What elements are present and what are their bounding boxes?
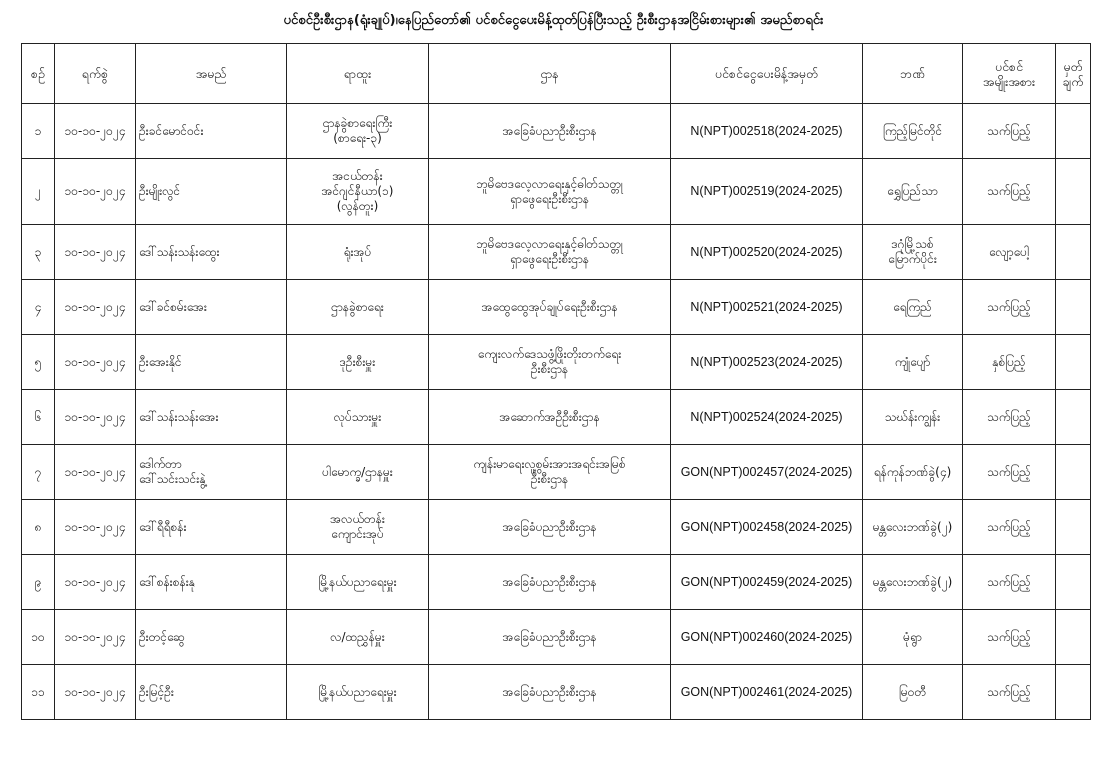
cell-order-no: GON(NPT)002457(2024-2025): [671, 445, 863, 500]
cell-pension-type: သက်ပြည့်: [963, 665, 1056, 720]
table-row: [22, 445, 1091, 500]
cell-bank: [863, 225, 963, 280]
cell-order-no: N(NPT)002521(2024-2025): [671, 280, 863, 335]
cell-bank: [863, 104, 963, 159]
header-department: ဌာန: [429, 44, 671, 104]
cell-pension-type: သက်ပြည့်: [963, 610, 1056, 665]
cell-line: မန္တလေးဘဏ်ခွဲ(၂): [872, 519, 953, 534]
cell-line: ဒေါ်သန်းသန်းအေး: [139, 409, 219, 424]
cell-order-no: N(NPT)002519(2024-2025): [671, 159, 863, 225]
cell-position: [287, 104, 429, 159]
cell-pension-type: လျော့ပေါ့: [963, 225, 1056, 280]
cell-date: ၁၀-၁၀-၂၀၂၄: [55, 610, 136, 665]
table-row: [22, 665, 1091, 720]
cell-date: ၁၀-၁၀-၂၀၂၄: [55, 225, 136, 280]
cell-department: [429, 280, 671, 335]
cell-line: ပင်စင်: [994, 58, 1024, 74]
cell-bank: [863, 665, 963, 720]
cell-line: ဌာနခွဲစာရေးကြီး: [322, 116, 393, 130]
cell-line: ကျုံပျော်: [894, 354, 931, 369]
cell-line: ဘူမိဗေဒလေ့လာရေးနှင့်ဓါတ်သတ္တု: [476, 176, 623, 191]
cell-no: ၄: [22, 280, 55, 335]
cell-line: အခြေခံပညာဦးစီးဌာန: [502, 123, 597, 138]
cell-line: ဒေါက်တာ: [139, 457, 182, 471]
cell-pension-type: နှစ်ပြည့်: [963, 335, 1056, 390]
cell-pension-type: သက်ပြည့်: [963, 159, 1056, 225]
cell-line: (လွန်တူး): [336, 199, 379, 213]
cell-line: မြို့နယ်ပညာရေးမှူး: [318, 684, 397, 699]
cell-pension-type: သက်ပြည့်: [963, 555, 1056, 610]
header-position: ရာထူး: [287, 44, 429, 104]
header-bank: ဘဏ်: [863, 44, 963, 104]
cell-pension-type: သက်ပြည့်: [963, 445, 1056, 500]
cell-line: ဌာနခွဲစာရေး: [331, 299, 384, 314]
cell-line: ဦးစီးဌာန: [530, 362, 569, 376]
cell-remark: [1056, 159, 1091, 225]
cell-order-no: N(NPT)002524(2024-2025): [671, 390, 863, 445]
cell-line: (စာရေး-၃): [333, 131, 382, 145]
cell-line: ရှာဖွေရေးဦးစီးဌာန: [510, 191, 589, 206]
header-pension-type: [963, 44, 1056, 104]
document-title: ပင်စင်ဦးစီးဌာန(ရုံးချုပ်)၊နေပြည်တော်၏ ပင်စင်ငွေပေးမိန့်ထုတ်ပြန်ပြီးသည့် ဦးစီးဌာနအငြိမ်းစားများ၏ အမည်စာရင်း: [283, 13, 824, 28]
cell-remark: [1056, 555, 1091, 610]
cell-date: ၁၀-၁၀-၂၀၂၄: [55, 555, 136, 610]
cell-remark: [1056, 225, 1091, 280]
cell-line: ဒေါ်သင်းသင်းနွဲ့: [139, 472, 206, 486]
cell-no: ၃: [22, 225, 55, 280]
table-body: [22, 104, 1091, 720]
cell-order-no: N(NPT)002518(2024-2025): [671, 104, 863, 159]
cell-remark: [1056, 445, 1091, 500]
cell-line: မန္တလေးဘဏ်ခွဲ(၂): [872, 574, 953, 589]
cell-line: ရုံးအုပ်: [343, 244, 372, 259]
cell-line: ဦးမျိုးလွင်: [139, 184, 181, 198]
cell-line: ကျန်းမာရေးလူ့စွမ်းအားအရင်းအမြစ်: [473, 457, 626, 471]
cell-line: အခြေခံပညာဦးစီးဌာန: [502, 519, 597, 534]
cell-line: လ/ထညွှန်မှူး: [330, 629, 385, 644]
cell-department: [429, 500, 671, 555]
cell-no: ၇: [22, 445, 55, 500]
cell-remark: [1056, 610, 1091, 665]
cell-name: [136, 390, 287, 445]
cell-no: ၆: [22, 390, 55, 445]
cell-name: [136, 445, 287, 500]
cell-position: [287, 335, 429, 390]
cell-no: ၁၁: [22, 665, 55, 720]
cell-line: ရွှေပြည်သာ: [887, 184, 938, 198]
cell-line: ကျေးလက်ဒေသဖွံ့ဖြိုးတိုးတက်ရေး: [477, 347, 622, 361]
cell-line: ကျောင်းအုပ်: [331, 527, 384, 541]
cell-department: [429, 445, 671, 500]
cell-line: ဘူမိဗေဒလေ့လာရေးနှင့်ဓါတ်သတ္တု: [476, 237, 623, 251]
cell-date: ၁၀-၁၀-၂၀၂၄: [55, 445, 136, 500]
cell-line: အငယ်တန်း: [332, 169, 383, 183]
cell-name: [136, 159, 287, 225]
cell-order-no: GON(NPT)002460(2024-2025): [671, 610, 863, 665]
cell-name: [136, 225, 287, 280]
cell-line: အင်ဂျင်နီယာ(၁): [321, 184, 394, 198]
cell-date: ၁၀-၁၀-၂၀၂၄: [55, 665, 136, 720]
cell-remark: [1056, 104, 1091, 159]
cell-bank: [863, 390, 963, 445]
cell-line: အဆောက်အဦဦးစီးဌာန: [499, 409, 600, 424]
cell-name: [136, 610, 287, 665]
cell-line: မုံရွာ: [903, 629, 922, 644]
header-date: ရက်စွဲ: [55, 44, 136, 104]
pensioner-table: [21, 43, 1091, 720]
table-row: [22, 280, 1091, 335]
cell-no: ၈: [22, 500, 55, 555]
cell-remark: [1056, 280, 1091, 335]
cell-no: ၅: [22, 335, 55, 390]
cell-line: ဦးမြင့်ဦး: [139, 684, 174, 699]
cell-department: [429, 225, 671, 280]
cell-position: [287, 390, 429, 445]
cell-order-no: N(NPT)002523(2024-2025): [671, 335, 863, 390]
cell-line: ကြည့်မြင်တိုင်: [882, 123, 943, 138]
cell-line: ဒေါ်သန်းသန်းထွေး: [139, 244, 220, 259]
cell-line: မြဝတီ: [898, 684, 927, 699]
cell-remark: [1056, 335, 1091, 390]
cell-pension-type: သက်ပြည့်: [963, 280, 1056, 335]
cell-line: ဒေါ်စန်းစန်းနု: [139, 574, 195, 589]
cell-position: [287, 610, 429, 665]
cell-line: ရန်ကုန်ဘဏ်ခွဲ(၄): [873, 464, 952, 479]
cell-line: ဦးတင့်ဆွေ: [139, 629, 185, 644]
cell-order-no: N(NPT)002520(2024-2025): [671, 225, 863, 280]
cell-line: သဃ်န်းကျွန်း: [884, 409, 941, 424]
table-row: [22, 610, 1091, 665]
cell-line: လုပ်သားမှူး: [333, 409, 382, 424]
cell-bank: [863, 280, 963, 335]
cell-position: [287, 665, 429, 720]
cell-name: [136, 500, 287, 555]
table-row: [22, 335, 1091, 390]
cell-pension-type: သက်ပြည့်: [963, 390, 1056, 445]
cell-department: [429, 335, 671, 390]
header-name: အမည်: [136, 44, 287, 104]
cell-name: [136, 335, 287, 390]
cell-date: ၁၀-၁၀-၂၀၂၄: [55, 390, 136, 445]
cell-line: အထွေထွေအုပ်ချုပ်ရေးဦးစီးဌာန: [481, 299, 618, 314]
cell-department: [429, 555, 671, 610]
cell-department: [429, 610, 671, 665]
cell-line: ရေကြည်: [893, 299, 932, 314]
cell-remark: [1056, 500, 1091, 555]
header-no: စဉ်: [22, 44, 55, 104]
cell-department: [429, 390, 671, 445]
cell-date: ၁၀-၁၀-၂၀၂၄: [55, 335, 136, 390]
cell-order-no: GON(NPT)002459(2024-2025): [671, 555, 863, 610]
header-order-no: ပင်စင်ငွေပေးမိန့်အမှတ်: [671, 44, 863, 104]
cell-pension-type: သက်ပြည့်: [963, 500, 1056, 555]
cell-line: မြို့နယ်ပညာရေးမှူး: [318, 574, 397, 589]
cell-bank: [863, 555, 963, 610]
cell-line: အခြေခံပညာဦးစီးဌာန: [502, 629, 597, 644]
cell-line: ဒဂုံမြို့သစ်: [891, 237, 934, 251]
cell-line: ပါမောက္ခ/ဌာနမှူး: [322, 464, 393, 479]
cell-line: အလယ်တန်း: [330, 512, 385, 526]
cell-bank: [863, 610, 963, 665]
cell-name: [136, 555, 287, 610]
header-row: [22, 44, 1091, 104]
cell-date: ၁၀-၁၀-၂၀၂၄: [55, 500, 136, 555]
cell-position: [287, 225, 429, 280]
cell-line: မြောက်ပိုင်း: [888, 252, 937, 266]
cell-department: [429, 159, 671, 225]
cell-name: [136, 280, 287, 335]
cell-position: [287, 280, 429, 335]
cell-line: မှတ်: [1063, 58, 1083, 74]
cell-department: [429, 104, 671, 159]
cell-position: [287, 555, 429, 610]
cell-date: ၁၀-၁၀-၂၀၂၄: [55, 159, 136, 225]
cell-order-no: GON(NPT)002458(2024-2025): [671, 500, 863, 555]
cell-bank: [863, 445, 963, 500]
cell-position: [287, 500, 429, 555]
table-row: [22, 159, 1091, 225]
cell-order-no: GON(NPT)002461(2024-2025): [671, 665, 863, 720]
cell-date: ၁၀-၁၀-၂၀၂၄: [55, 280, 136, 335]
cell-no: ၁၀: [22, 610, 55, 665]
cell-name: [136, 104, 287, 159]
cell-department: [429, 665, 671, 720]
cell-line: ရှာဖွေရေးဦးစီးဌာန: [510, 252, 589, 266]
cell-line: အခြေခံပညာဦးစီးဌာန: [502, 574, 597, 589]
cell-name: [136, 665, 287, 720]
cell-bank: [863, 159, 963, 225]
table-row: [22, 390, 1091, 445]
header-remark: [1056, 44, 1091, 104]
cell-pension-type: သက်ပြည့်: [963, 104, 1056, 159]
cell-line: ဦးစီးဌာန: [530, 472, 569, 486]
cell-no: ၁: [22, 104, 55, 159]
cell-remark: [1056, 665, 1091, 720]
cell-line: အမျိုးအစား: [982, 73, 1036, 89]
cell-line: ဒုဦးစီးမှူး: [339, 354, 376, 369]
cell-no: ၉: [22, 555, 55, 610]
cell-position: [287, 445, 429, 500]
cell-line: ဦးအေးနိုင်: [139, 354, 182, 369]
cell-no: ၂: [22, 159, 55, 225]
cell-line: ဒေါ်ရီရီစန်း: [139, 519, 187, 534]
cell-bank: [863, 500, 963, 555]
cell-remark: [1056, 390, 1091, 445]
table-row: [22, 555, 1091, 610]
cell-line: ဒေါ်ခင်စမ်းအေး: [139, 299, 207, 314]
table-row: [22, 104, 1091, 159]
table-row: [22, 500, 1091, 555]
cell-bank: [863, 335, 963, 390]
cell-line: ချက်: [1062, 73, 1084, 89]
cell-line: ဦးခင်မောင်ဝင်း: [139, 123, 204, 138]
cell-position: [287, 159, 429, 225]
cell-date: ၁၀-၁၀-၂၀၂၄: [55, 104, 136, 159]
table-row: [22, 225, 1091, 280]
cell-line: အခြေခံပညာဦးစီးဌာန: [502, 684, 597, 699]
